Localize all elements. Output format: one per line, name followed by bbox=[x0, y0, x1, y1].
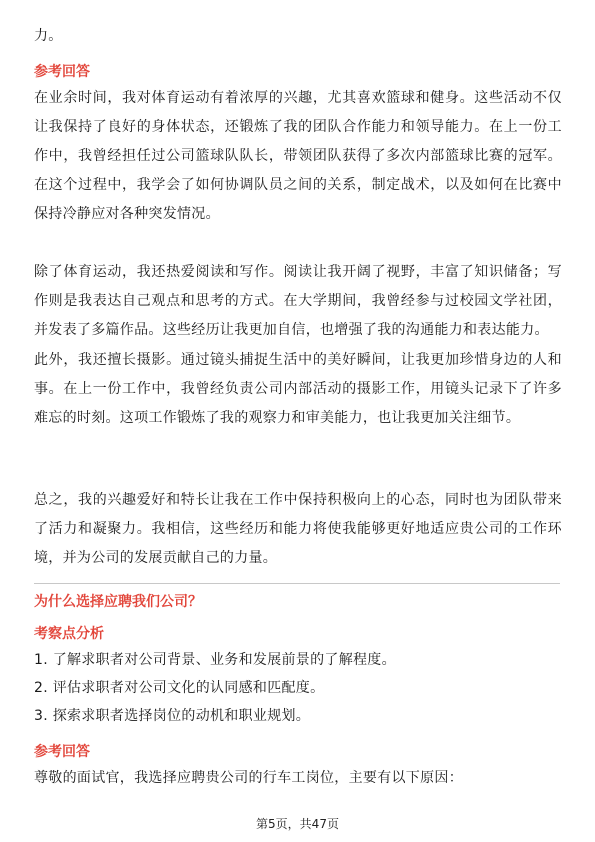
answer-paragraph-1: 在业余时间，我对体育运动有着浓厚的兴趣，尤其喜欢篮球和健身。这些活动不仅让我保持了良好的身体状态，还锻炼了我的团队合作能力和领导能力。在上一份工作中，我曾经担任过公司篮球队队长，带领团队获得了多次内部篮球比赛的冠军。在这个过程中，我学会了如何协调队员之间的关系，制定战术，以及如何在比赛中保持冷静应对各种突发情况。 bbox=[34, 90, 562, 222]
answer-paragraph-3: 此外，我还擅长摄影。通过镜头捕捉生活中的美好瞬间，让我更加珍惜身边的人和事。在上一份工作中，我曾经负责公司内部活动的摄影工作，用镜头记录下了许多难忘的时刻。这项工作锻炼了我的观察力和审美能力，也让我更加关注细节。 bbox=[34, 352, 562, 426]
analysis-point-1: 1. 了解求职者对公司背景、业务和发展前景的了解程度。 bbox=[34, 652, 396, 668]
analysis-point-2: 2. 评估求职者对公司文化的认同感和匹配度。 bbox=[34, 680, 325, 696]
answer-intro: 尊敬的面试官，我选择应聘贵公司的行车工岗位，主要有以下原因： bbox=[34, 770, 463, 786]
answer-paragraph-4: 总之，我的兴趣爱好和特长让我在工作中保持积极向上的心态，同时也为团队带来了活力和凝聚力。我相信，这些经历和能力将使我能够更好地适应贵公司的工作环境，并为公司的发展贡献自己的力量。 bbox=[34, 492, 562, 566]
answer-heading: 参考回答 bbox=[34, 64, 90, 80]
analysis-point-3: 3. 探索求职者选择岗位的动机和职业规划。 bbox=[34, 708, 311, 724]
continuation-text: 力。 bbox=[34, 28, 63, 44]
answer-paragraph-2: 除了体育运动，我还热爱阅读和写作。阅读让我开阔了视野，丰富了知识储备；写作则是我表达自己观点和思考的方式。在大学期间，我曾经参与过校园文学社团，并发表了多篇作品。这些经历让我更加自信，也增强了我的沟通能力和表达能力。 bbox=[34, 264, 562, 338]
question-title: 为什么选择应聘我们公司？ bbox=[34, 594, 202, 610]
analysis-heading: 考察点分析 bbox=[34, 626, 104, 642]
page-footer: 第5页，共47页 bbox=[256, 817, 339, 831]
reference-answer-heading: 参考回答 bbox=[34, 744, 90, 760]
section-divider bbox=[34, 583, 560, 584]
